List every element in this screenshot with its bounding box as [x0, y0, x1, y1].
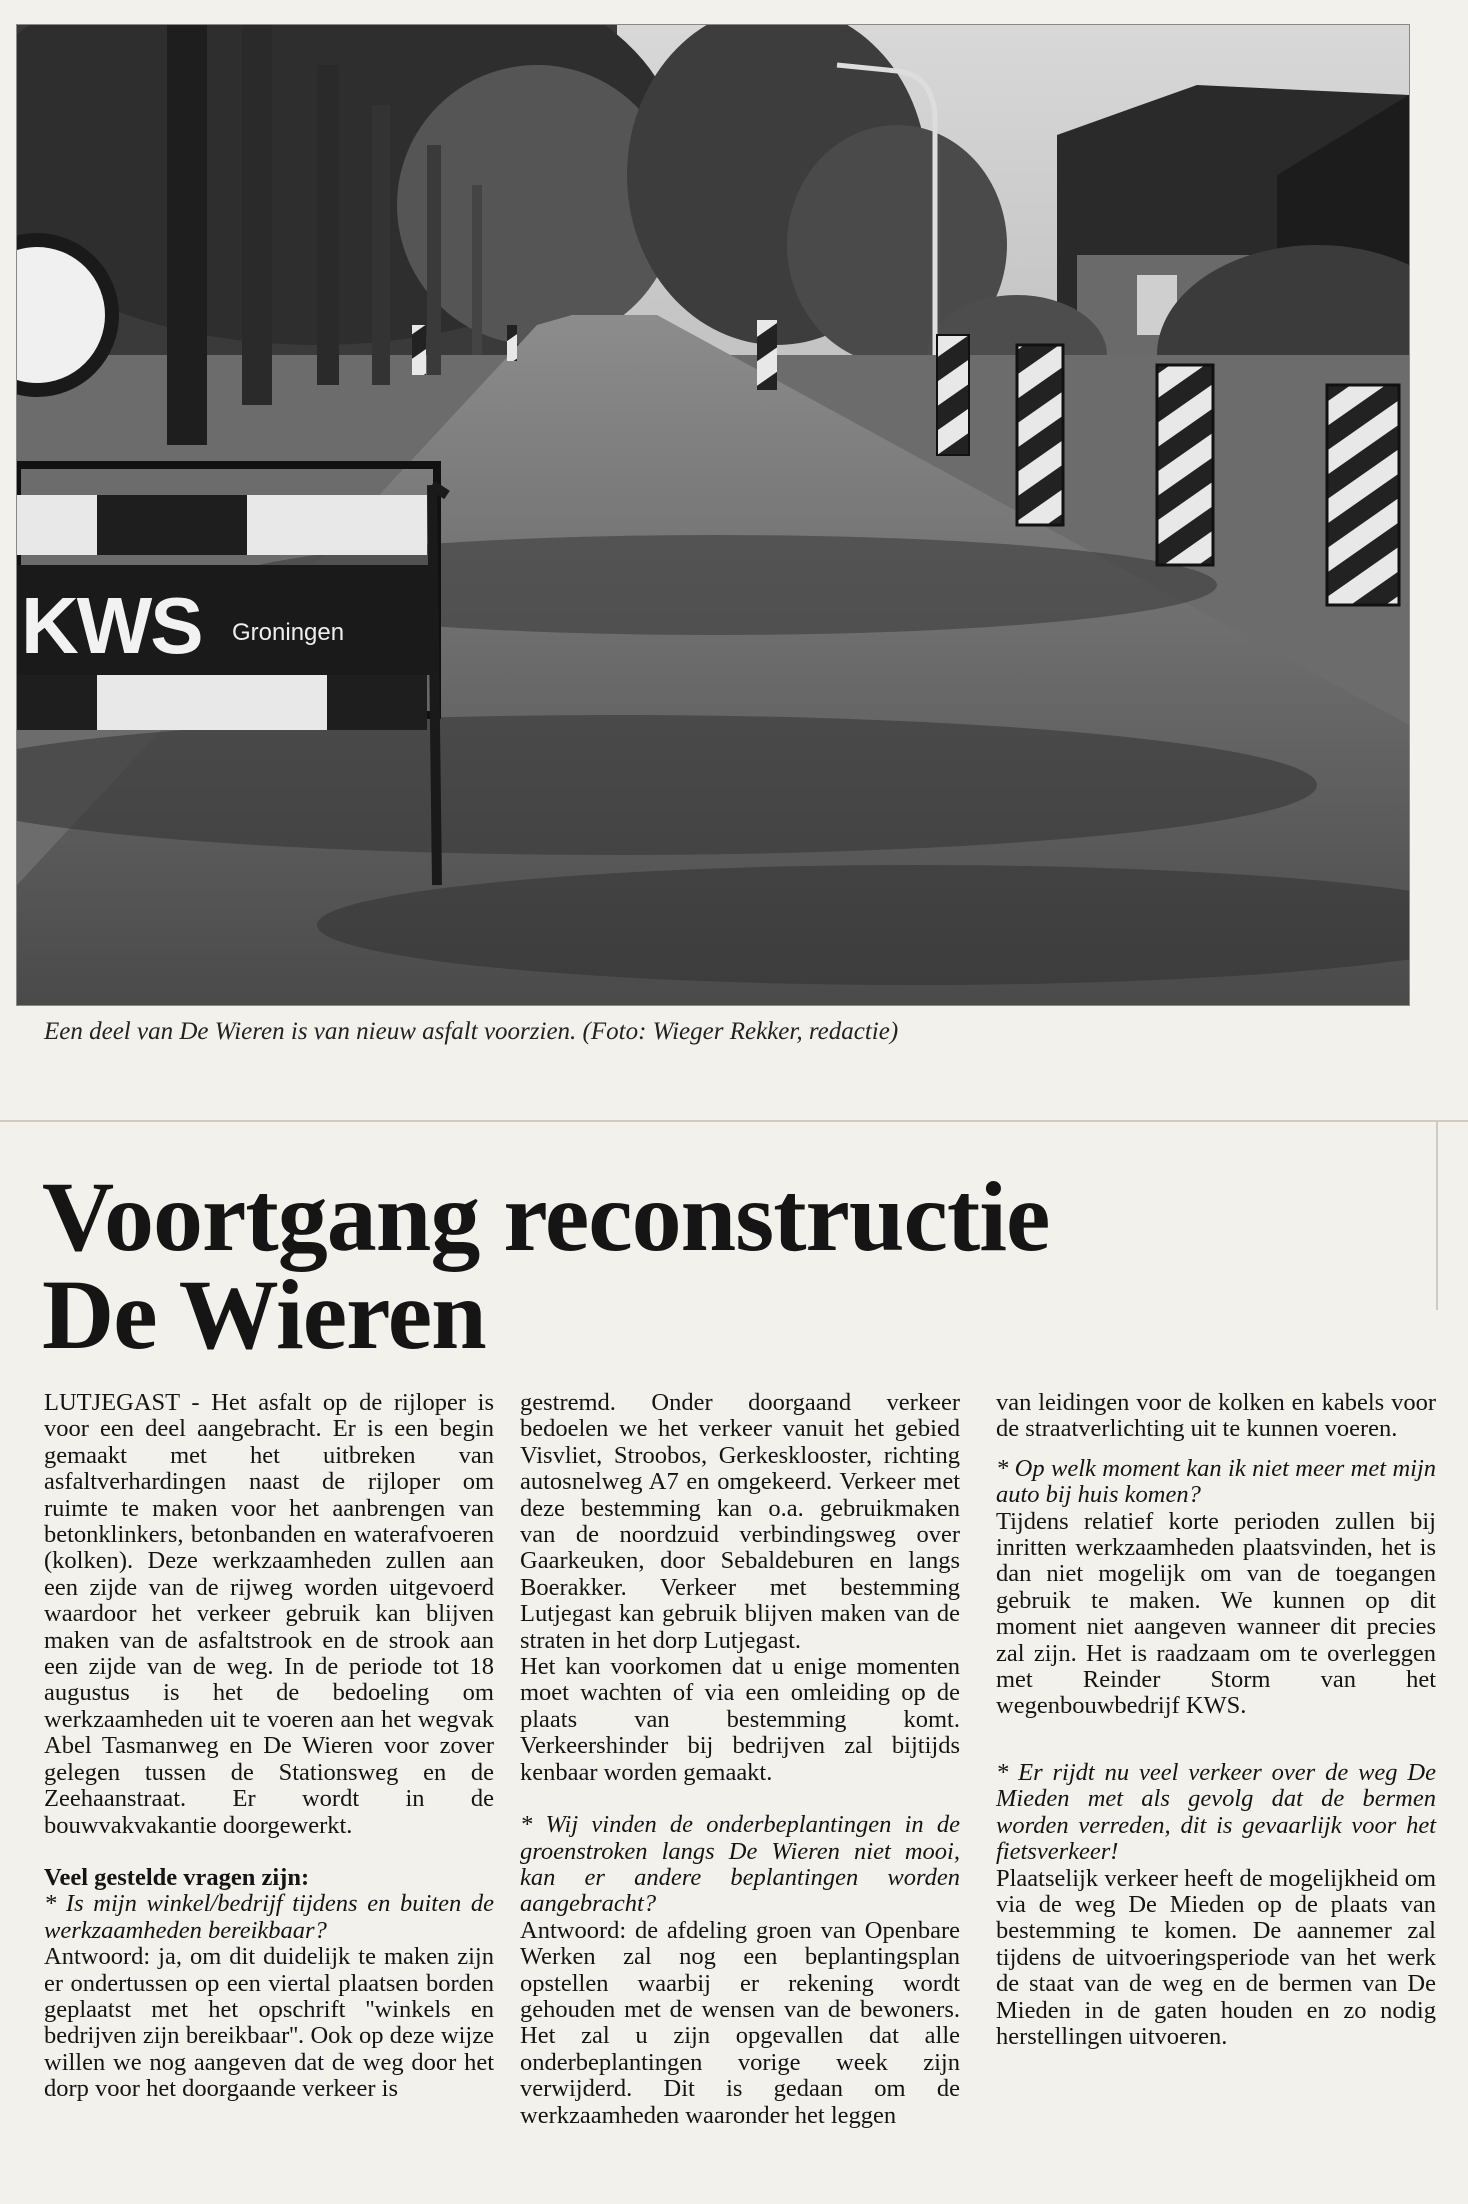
- headline-line-1: Voortgang reconstructie: [42, 1161, 1050, 1272]
- faq-question-4: * Er rijdt nu veel verkeer over de weg De Mieden met als gevolg dat de bermen worden verreden, dit is gevaarlijk voor het fietsverkeer!: [996, 1758, 1436, 1866]
- kws-sign-city: Groningen: [232, 619, 345, 646]
- photo-caption: Een deel van De Wieren is van nieuw asfalt voorzien. (Foto: Wieger Rekker, redactie): [44, 1018, 899, 1045]
- column2-paragraph-2: Het kan voorkomen dat u enige momenten moet wachten of via een omleiding op de plaats van bestemming komt. Verkeershinder bij bedrijven zal bijtijds kenbaar worden gemaakt.: [520, 1653, 960, 1786]
- faq-question-3: * Op welk moment kan ik niet meer met mijn auto bij huis komen?: [996, 1454, 1436, 1509]
- faq-answer-3: Tijdens relatief korte perioden zullen bij inritten werkzaamheden plaatsvinden, het is dan niet mogelijk om van de toegangen gebruik te maken. We kunnen op dit moment niet aangeven wanneer dit precies zal zijn. Het is raadzaam om te overleggen met Reinder Storm van het wegenbouwbedrijf KWS.: [996, 1507, 1436, 1720]
- news-photo: [16, 24, 1410, 1006]
- article-column-3: [996, 1390, 1436, 2050]
- faq-question-2: * Wij vinden de onderbeplantingen in de groenstroken langs De Wieren niet mooi, kan er andere beplantingen worden aangebracht?: [520, 1811, 960, 1918]
- article-column-1: [44, 1390, 494, 2103]
- faq-answer-2: Antwoord: de afdeling groen van Openbare Werken zal nog een beplantingsplan opstellen waarbij er rekening wordt gehouden met de wensen van de bewoners. Het zal u zijn opgevallen dat alle onderbeplantingen vorige week zijn verwijderd. Dit is gedaan om de werkzaamheden waaronder het leggen: [520, 1916, 960, 2129]
- kws-sign-text: KWS: [21, 581, 202, 670]
- article-column-2: [520, 1390, 960, 2129]
- column2-paragraph-1: gestremd. Onder doorgaand verkeer bedoelen we het verkeer vanuit het gebied Visvliet, Stroobos, Gerkesklooster, richting autosnelweg A7 en omgekeerd. Verkeer met deze bestemming kan o.a. gebruikmaken van de noordzuid verbindingsweg over Gaarkeuken, door Sebaldeburen en langs Boerakker. Verkeer met bestemming Lutjegast kan gebruik blijven maken van de straten in het dorp Lutjegast.: [520, 1389, 960, 1654]
- faq-subheading: Veel gestelde vragen zijn:: [44, 1863, 310, 1891]
- column3-paragraph-1: van leidingen voor de kolken en kabels voor de straatverlichting uit te kunnen voeren.: [996, 1389, 1436, 1443]
- article-headline: [42, 1161, 1242, 1370]
- section-divider: [0, 1120, 1468, 1122]
- headline-line-2: De Wieren: [42, 1259, 486, 1370]
- article-intro: LUTJEGAST - Het asfalt op de rijloper is voor een deel aangebracht. Er is een begin gemaakt met het uitbreken van asfaltverhardingen naast de rijloper om ruimte te maken voor het aanbrengen van betonklinkers, betonbanden en waterafvoeren (kolken). Deze werkzaamheden zullen aan een zijde van de rijweg worden uitgevoerd waardoor het verkeer gebruik kan blijven maken van de asfaltstrook en de strook aan een zijde van de weg. In de periode tot 18 augustus is het de bedoeling om werkzaamheden uit te voeren aan het wegvak Abel Tasmanweg en De Wieren voor zover gelegen tussen de Stationsweg en de Zeehaanstraat. Er wordt in de bouwvakvakantie doorgewerkt.: [44, 1389, 494, 1839]
- faq-answer-1: Antwoord: ja, om dit duidelijk te maken zijn er ondertussen op een viertal plaatsen borden geplaatst met het opschrift ''winkels en bedrijven zijn bereikbaar''. Ook op deze wijze willen we nog aangeven dat de weg door het dorp voor het doorgaande verkeer is: [44, 1943, 494, 2103]
- faq-question-1: * Is mijn winkel/bedrijf tijdens en buiten de werkzaamheden bereikbaar?: [44, 1890, 494, 1944]
- faq-answer-4: Plaatselijk verkeer heeft de mogelijkheid om via de weg De Mieden op de plaats van bestemming te komen. De aannemer zal tijdens de uitvoeringsperiode van het werk de staat van de weg en de bermen van De Mieden in de gaten houden en zo nodig herstellingen uitvoeren.: [996, 1864, 1436, 2050]
- column-divider: [1436, 1120, 1438, 1310]
- road-photo-illustration: [17, 25, 1409, 1005]
